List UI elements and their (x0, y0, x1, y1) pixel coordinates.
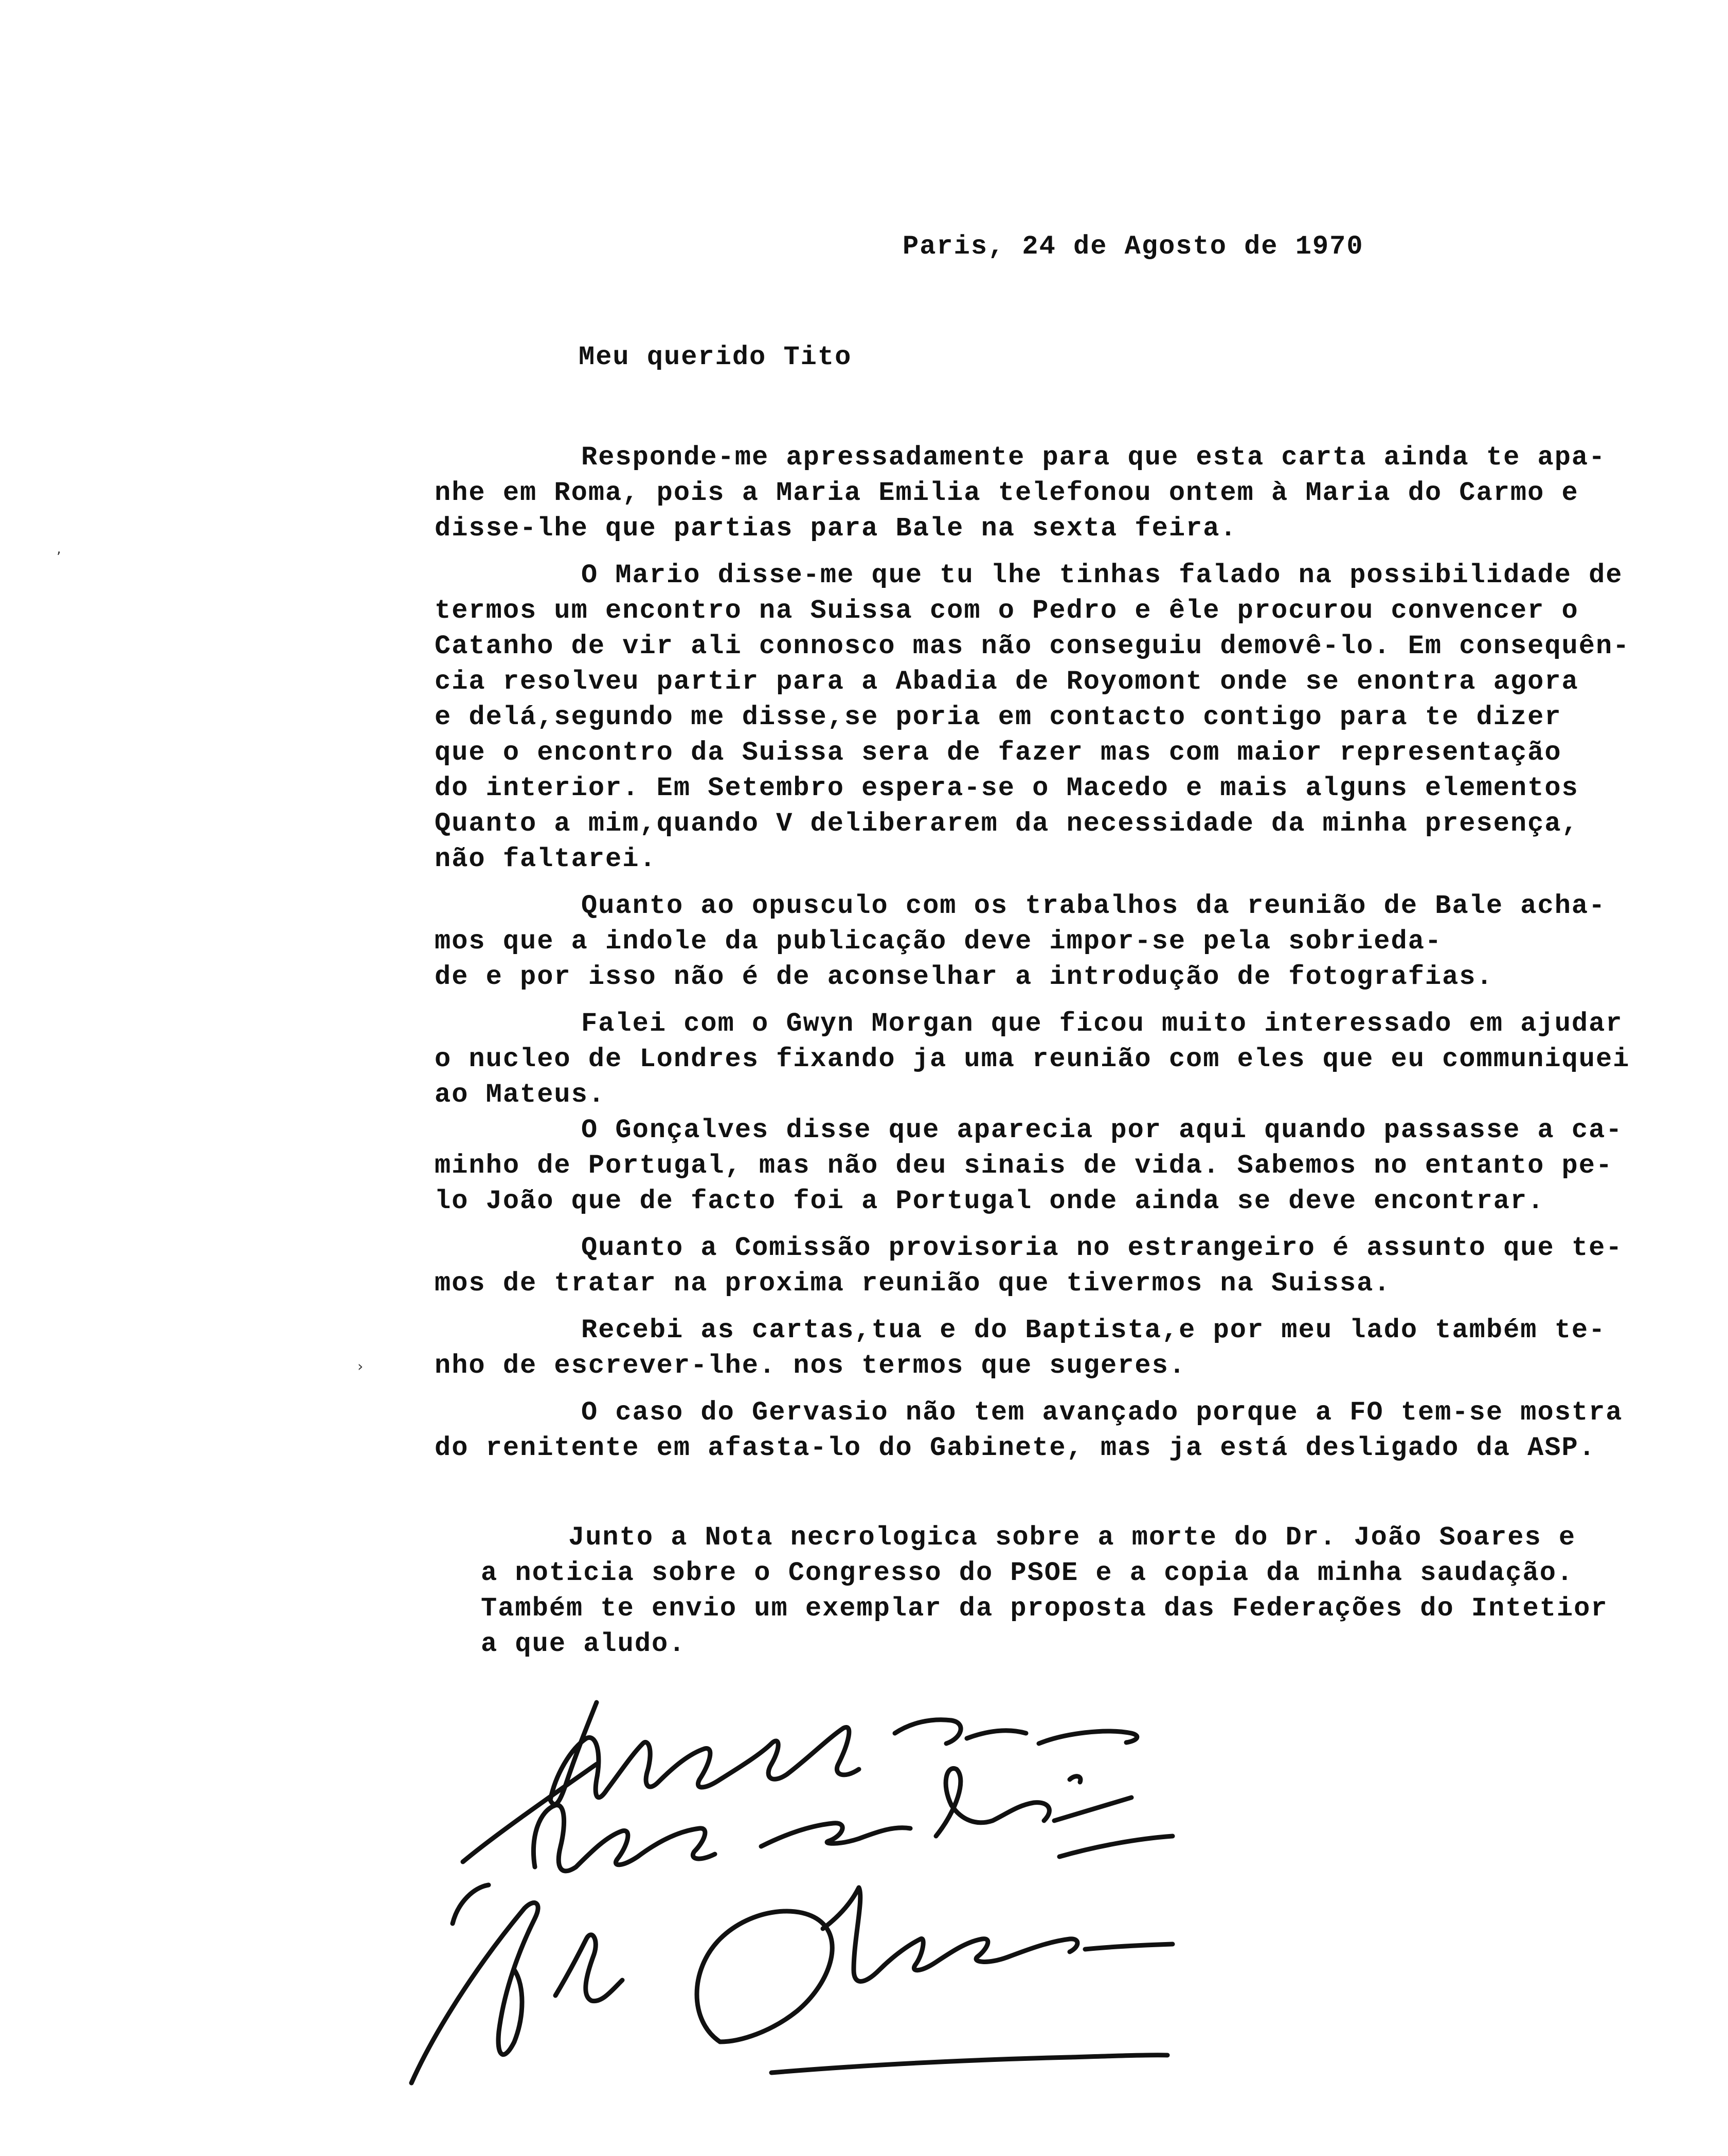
margin-mark: › (357, 1358, 364, 1375)
text-line: mos que a indole da publicação deve impor-se pela sobrieda- (435, 926, 1443, 957)
text-line: do interior. Em Setembro espera-se o Macedo e mais alguns elementos (435, 773, 1579, 803)
text-line: lo João que de facto foi a Portugal onde ainda se deve encontrar. (435, 1186, 1545, 1216)
signature-stroke (533, 1805, 715, 1871)
signature-stroke (895, 1720, 961, 1744)
text-line: nhe em Roma, pois a Maria Emilia telefonou ontem à Maria do Carmo e (435, 478, 1579, 508)
text-line: cia resolveu partir para a Abadia de Royomont onde se enontra agora (435, 667, 1579, 697)
signature-stroke (1085, 1944, 1173, 1949)
letter-body (435, 440, 1689, 1477)
text-line: O caso do Gervasio não tem avançado porque a FO tem-se mostra (581, 1397, 1623, 1428)
text-line: disse-lhe que partias para Bale na sexta feira. (435, 513, 1237, 544)
signature-stroke (1059, 1836, 1173, 1857)
text-line: o nucleo de Londres fixando ja uma reunião com eles que eu communiquei (435, 1044, 1630, 1074)
text-line: mos de tratar na proxima reunião que tivermos na Suissa. (435, 1268, 1391, 1299)
text-line: Quanto ao opusculo com os trabalhos da reunião de Bale acha- (581, 891, 1606, 921)
paragraph-4 (435, 1006, 1689, 1112)
signature-stroke (936, 1768, 1049, 1836)
paragraph-3 (435, 888, 1689, 995)
signature-stroke (771, 2055, 1167, 2073)
paragraph-8 (435, 1395, 1689, 1466)
text-line: ao Mateus. (435, 1080, 606, 1110)
paragraph-1 (435, 440, 1689, 546)
paragraph-2 (435, 558, 1689, 877)
paragraph-7 (435, 1313, 1689, 1384)
margin-mark: , (57, 540, 61, 557)
text-line: que o encontro da Suissa sera de fazer mas com maior representação (435, 738, 1562, 768)
signature-stroke (1070, 1776, 1081, 1782)
signature-stroke (761, 1823, 910, 1846)
text-line: O Mario disse-me que tu lhe tinhas falado na possibilidade de (581, 560, 1623, 590)
text-line: minho de Portugal, mas não deu sinais de vida. Sabemos no entanto pe- (435, 1151, 1613, 1181)
signature-stroke (550, 1702, 859, 1804)
text-line: a que aludo. (481, 1629, 686, 1659)
text-line: não faltarei. (435, 844, 657, 874)
paragraph-5 (435, 1112, 1689, 1219)
closing-paragraph (481, 1520, 1608, 1662)
salutation: Meu querido Tito (579, 342, 852, 372)
handwritten-signature (401, 1682, 1687, 2145)
signature-stroke (1054, 1798, 1131, 1821)
text-line: Quanto a Comissão provisoria no estrangeiro é assunto que te- (581, 1233, 1623, 1263)
signature-stroke (823, 1888, 1077, 1982)
text-line: a noticia sobre o Congresso do PSOE e a copia da minha saudação. (481, 1558, 1574, 1588)
text-line: Falei com o Gwyn Morgan que ficou muito interessado em ajudar (581, 1009, 1623, 1039)
signature-stroke (967, 1731, 1026, 1738)
text-line: do renitente em afasta-lo do Gabinete, mas ja está desligado da ASP. (435, 1433, 1596, 1463)
text-line: Também te envio um exemplar da proposta das Federações do Intetior (481, 1593, 1608, 1624)
signature-stroke (453, 1885, 489, 1924)
text-line: O Gonçalves disse que aparecia por aqui quando passasse a ca- (581, 1115, 1623, 1145)
text-line: Catanho de vir ali connosco mas não conseguiu demovê-lo. Em consequên- (435, 631, 1630, 661)
text-line: nho de escrever-lhe. nos termos que sugeres. (435, 1351, 1186, 1381)
text-line: termos um encontro na Suissa com o Pedro e êle procurou convencer o (435, 596, 1579, 626)
signature-stroke (463, 1764, 597, 1862)
text-line: Junto a Nota necrologica sobre a morte do Dr. João Soares e (568, 1522, 1576, 1553)
signature-stroke (555, 1935, 622, 2001)
text-line: Quanto a mim,quando V deliberarem da necessidade da minha presença, (435, 808, 1579, 839)
paragraph-6 (435, 1230, 1689, 1301)
text-line: de e por isso não é de aconselhar a introdução de fotografias. (435, 962, 1493, 992)
text-line: Recebi as cartas,tua e do Baptista,e por meu lado também te- (581, 1315, 1606, 1345)
text-line: Responde-me apressadamente para que esta carta ainda te apa- (581, 442, 1606, 473)
text-line: e delá,segundo me disse,se poria em contacto contigo para te dizer (435, 702, 1562, 732)
signature-stroke (411, 1903, 538, 2083)
signature-stroke (1039, 1731, 1137, 1744)
dateline: Paris, 24 de Agosto de 1970 (903, 231, 1364, 262)
signature-stroke (697, 1911, 832, 2042)
